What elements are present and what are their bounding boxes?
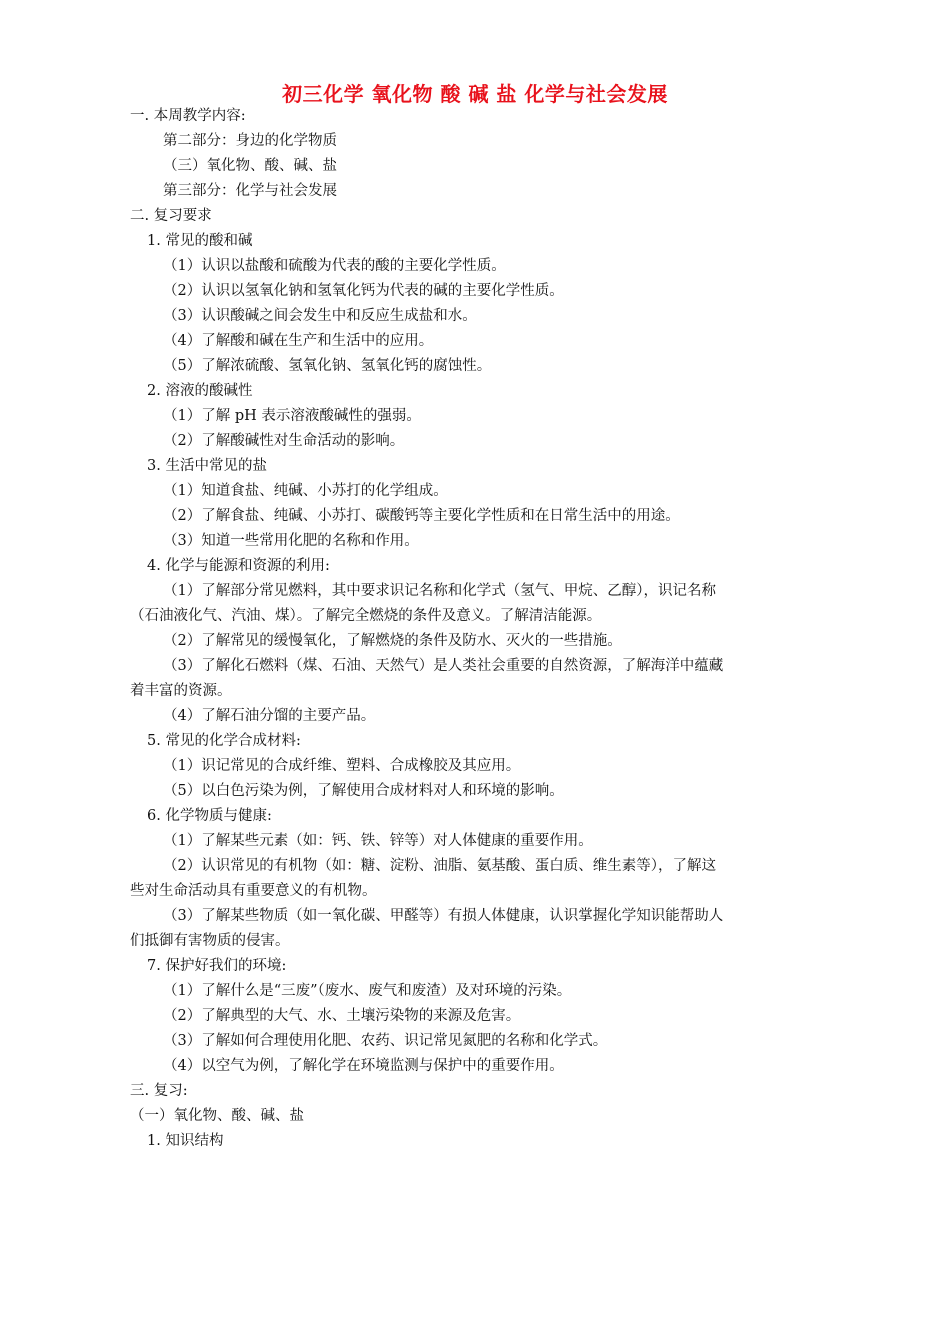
list-item: （2）了解常见的缓慢氧化，了解燃烧的条件及防水、灭火的一些措施。 [163, 633, 622, 649]
subsection-heading: 4. 化学与能源和资源的利用: [147, 558, 330, 574]
text-line: （三）氧化物、酸、碱、盐 [163, 158, 337, 174]
list-item-continuation: 们抵御有害物质的侵害。 [130, 933, 290, 949]
list-item: （1）了解部分常见燃料，其中要求识记名称和化学式（氢气、甲烷、乙醇），识记名称 [163, 583, 716, 599]
subsection-heading: （一）氧化物、酸、碱、盐 [130, 1108, 304, 1124]
list-item: （3）了解某些物质（如一氧化碳、甲醛等）有损人体健康，认识掌握化学知识能帮助人 [163, 908, 724, 924]
subsection-heading: 2. 溶液的酸碱性 [147, 383, 253, 399]
subsection-heading: 7. 保护好我们的环境: [147, 958, 287, 974]
list-item: （2）了解食盐、纯碱、小苏打、碳酸钙等主要化学性质和在日常生活中的用途。 [163, 508, 680, 524]
list-item: （3）了解如何合理使用化肥、农药、识记常见氮肥的名称和化学式。 [163, 1033, 608, 1049]
list-item: （2）了解酸碱性对生命活动的影响。 [163, 433, 405, 449]
list-item: （1）识记常见的合成纤维、塑料、合成橡胶及其应用。 [163, 758, 521, 774]
list-item-continuation: （石油液化气、汽油、煤）。了解完全燃烧的条件及意义。了解清洁能源。 [130, 608, 602, 624]
subsection-heading: 6. 化学物质与健康: [147, 808, 272, 824]
document-title: 初三化学 氧化物 酸 碱 盐 化学与社会发展 [282, 82, 668, 106]
subsection-heading: 1. 知识结构 [147, 1133, 224, 1149]
subsection-heading: 5. 常见的化学合成材料: [147, 733, 301, 749]
list-item: （3）知道一些常用化肥的名称和作用。 [163, 533, 419, 549]
subsection-heading: 3. 生活中常见的盐 [147, 458, 267, 474]
list-item: （5）以白色污染为例，了解使用合成材料对人和环境的影响。 [163, 783, 564, 799]
section-heading: 三. 复习: [130, 1083, 188, 1099]
text-line: 第二部分：身边的化学物质 [163, 133, 337, 149]
list-item: （2）了解典型的大气、水、土壤污染物的来源及危害。 [163, 1008, 521, 1024]
list-item: （2）认识以氢氧化钠和氢氧化钙为代表的碱的主要化学性质。 [163, 283, 564, 299]
list-item: （4）以空气为例，了解化学在环境监测与保护中的重要作用。 [163, 1058, 564, 1074]
list-item: （4）了解酸和碱在生产和生活中的应用。 [163, 333, 434, 349]
list-item: （5）了解浓硫酸、氢氧化钠、氢氧化钙的腐蚀性。 [163, 358, 492, 374]
section-heading: 二. 复习要求 [130, 208, 212, 224]
list-item: （1）认识以盐酸和硫酸为代表的酸的主要化学性质。 [163, 258, 506, 274]
list-item: （1）了解什么是“三废”（废水、废气和废渣）及对环境的污染。 [163, 983, 572, 999]
list-item: （4）了解石油分馏的主要产品。 [163, 708, 376, 724]
list-item: （2）认识常见的有机物（如：糖、淀粉、油脂、氨基酸、蛋白质、维生素等），了解这 [163, 858, 716, 874]
subsection-heading: 1. 常见的酸和碱 [147, 233, 253, 249]
list-item: （1）了解 pH 表示溶液酸碱性的强弱。 [163, 408, 421, 424]
list-item: （3）认识酸碱之间会发生中和反应生成盐和水。 [163, 308, 477, 324]
list-item: （3）了解化石燃料（煤、石油、天然气）是人类社会重要的自然资源，了解海洋中蕴藏 [163, 658, 724, 674]
list-item: （1）了解某些元素（如：钙、铁、锌等）对人体健康的重要作用。 [163, 833, 593, 849]
list-item-continuation: 些对生命活动具有重要意义的有机物。 [130, 883, 377, 899]
list-item: （1）知道食盐、纯碱、小苏打的化学组成。 [163, 483, 448, 499]
text-line: 第三部分：化学与社会发展 [163, 183, 337, 199]
section-heading: 一. 本周教学内容: [130, 108, 246, 124]
list-item-continuation: 着丰富的资源。 [130, 683, 232, 699]
